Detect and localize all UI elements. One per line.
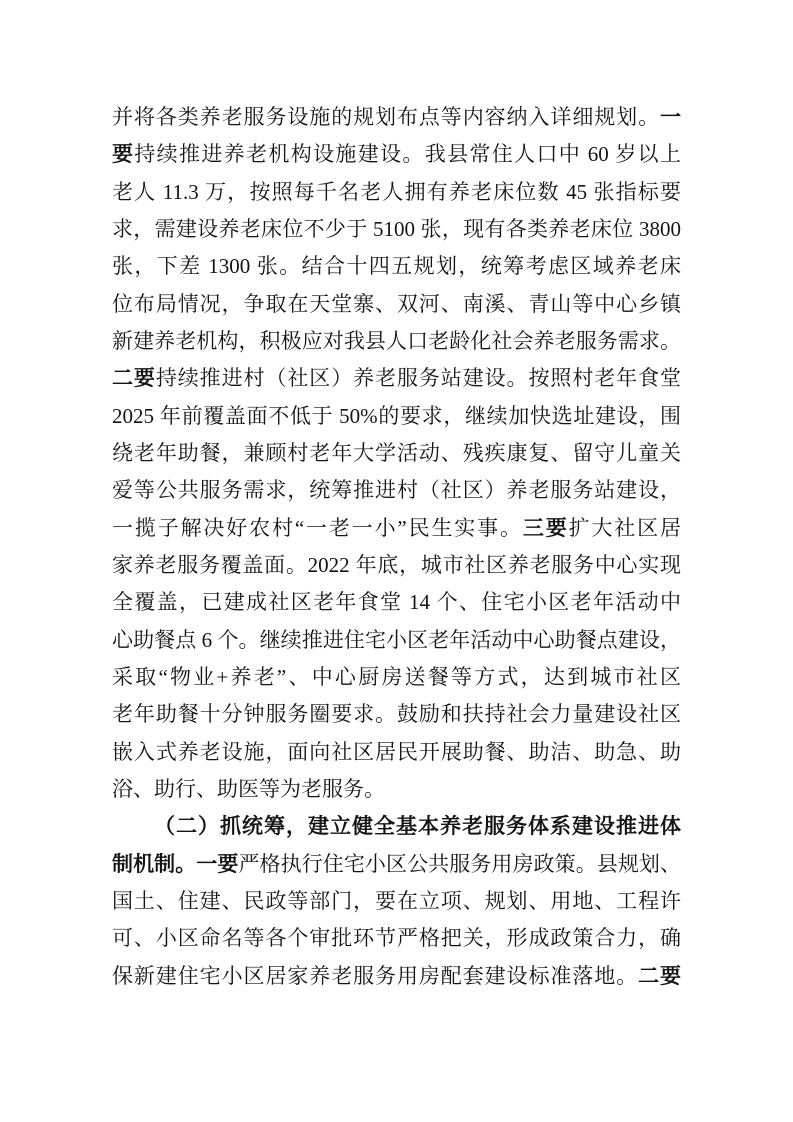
text-run: 心助餐点 6 个。继续推进住宅小区老年活动中心助餐点建设， [112,627,681,652]
document-line [112,398,681,435]
document-line [112,696,681,733]
document-line [112,99,681,136]
text-run: 国土、住建、民政等部门，要在立项、规划、用地、工程许 [112,888,681,913]
document-line [112,771,681,808]
document-line [112,211,681,248]
text-run: 爱等公共服务需求，统筹推进村（社区）养老服务站建设， [112,478,681,503]
document-line [112,659,681,696]
document-line [112,136,681,173]
document-line [112,734,681,771]
document-body-text [112,99,681,995]
text-run: 老人 11.3 万，按照每千名老人拥有养老床位数 45 张指标要 [112,179,681,204]
text-run: 位布局情况，争取在天堂寨、双河、南溪、青山等中心乡镇 [112,291,681,316]
document-line [112,286,681,323]
document-line [112,622,681,659]
document-line [112,920,681,957]
text-run: 持续推进养老机构设施建设。我县常住人口中 60 岁以上 [134,142,682,167]
document-line [112,248,681,285]
bold-text-run: 二要 [112,366,156,391]
document-line [112,510,681,547]
document-line [112,435,681,472]
text-run: 2025 年前覆盖面不低于 50%的要求，继续加快选址建设，围 [112,403,681,428]
document-line [112,174,681,211]
text-run: 采取“物业+养老”、中心厨房送餐等方式，达到城市社区 [112,664,681,689]
text-run: 并将各类养老服务设施的规划布点等内容纳入详细规划。 [112,105,660,129]
bold-text-run: 二要 [638,963,681,988]
text-run: 张，下差 1300 张。结合十四五规划，统筹考虑区域养老床 [112,254,681,279]
document-line [112,584,681,621]
bold-text-run: 要 [112,142,135,167]
document-line [112,846,681,883]
bold-text-run: （二）抓统筹，建立健全基本养老服务体系建设推进体 [154,814,681,839]
text-run: 绕老年助餐，兼顾村老年大学活动、残疾康复、留守儿童关 [112,440,681,465]
text-run: 家养老服务覆盖面。2022 年底，城市社区养老服务中心实现 [112,552,681,577]
text-run: 保新建住宅小区居家养老服务用房配套建设标准落地。 [112,963,639,988]
text-run: 扩大社区居 [568,515,682,540]
text-run: 一揽子解决好农村“一老一小”民生实事。 [112,515,523,540]
text-run: 浴、助行、助医等为老服务。 [112,776,385,801]
text-run: 严格执行住宅小区公共服务用房政策。县规划、 [238,851,682,876]
bold-text-run: 三要 [522,515,569,540]
text-run: 嵌入式养老设施，面向社区居民开展助餐、助洁、助急、助 [112,739,681,764]
bold-text-run: 制机制。一要 [112,851,239,876]
document-line [112,323,681,360]
text-run: 全覆盖，已建成社区老年食堂 14 个、住宅小区老年活动中 [112,590,681,615]
document-line [112,958,681,995]
document-line [112,472,681,509]
text-run: 可、小区命名等各个审批环节严格把关，形成政策合力，确 [112,926,681,951]
text-run: 老年助餐十分钟服务圈要求。鼓励和扶持社会力量建设社区 [112,702,681,727]
document-line [112,808,681,845]
document-line [112,547,681,584]
bold-text-run: 一 [660,105,681,129]
text-run: 求，需建设养老床位不少于 5100 张，现有各类养老床位 3800 [112,216,681,241]
document-line [112,360,681,397]
document-line [112,883,681,920]
text-run: 持续推进村（社区）养老服务站建设。按照村老年食堂 [155,366,682,391]
text-run: 新建养老机构，积极应对我县人口老龄化社会养老服务需求。 [112,328,681,353]
